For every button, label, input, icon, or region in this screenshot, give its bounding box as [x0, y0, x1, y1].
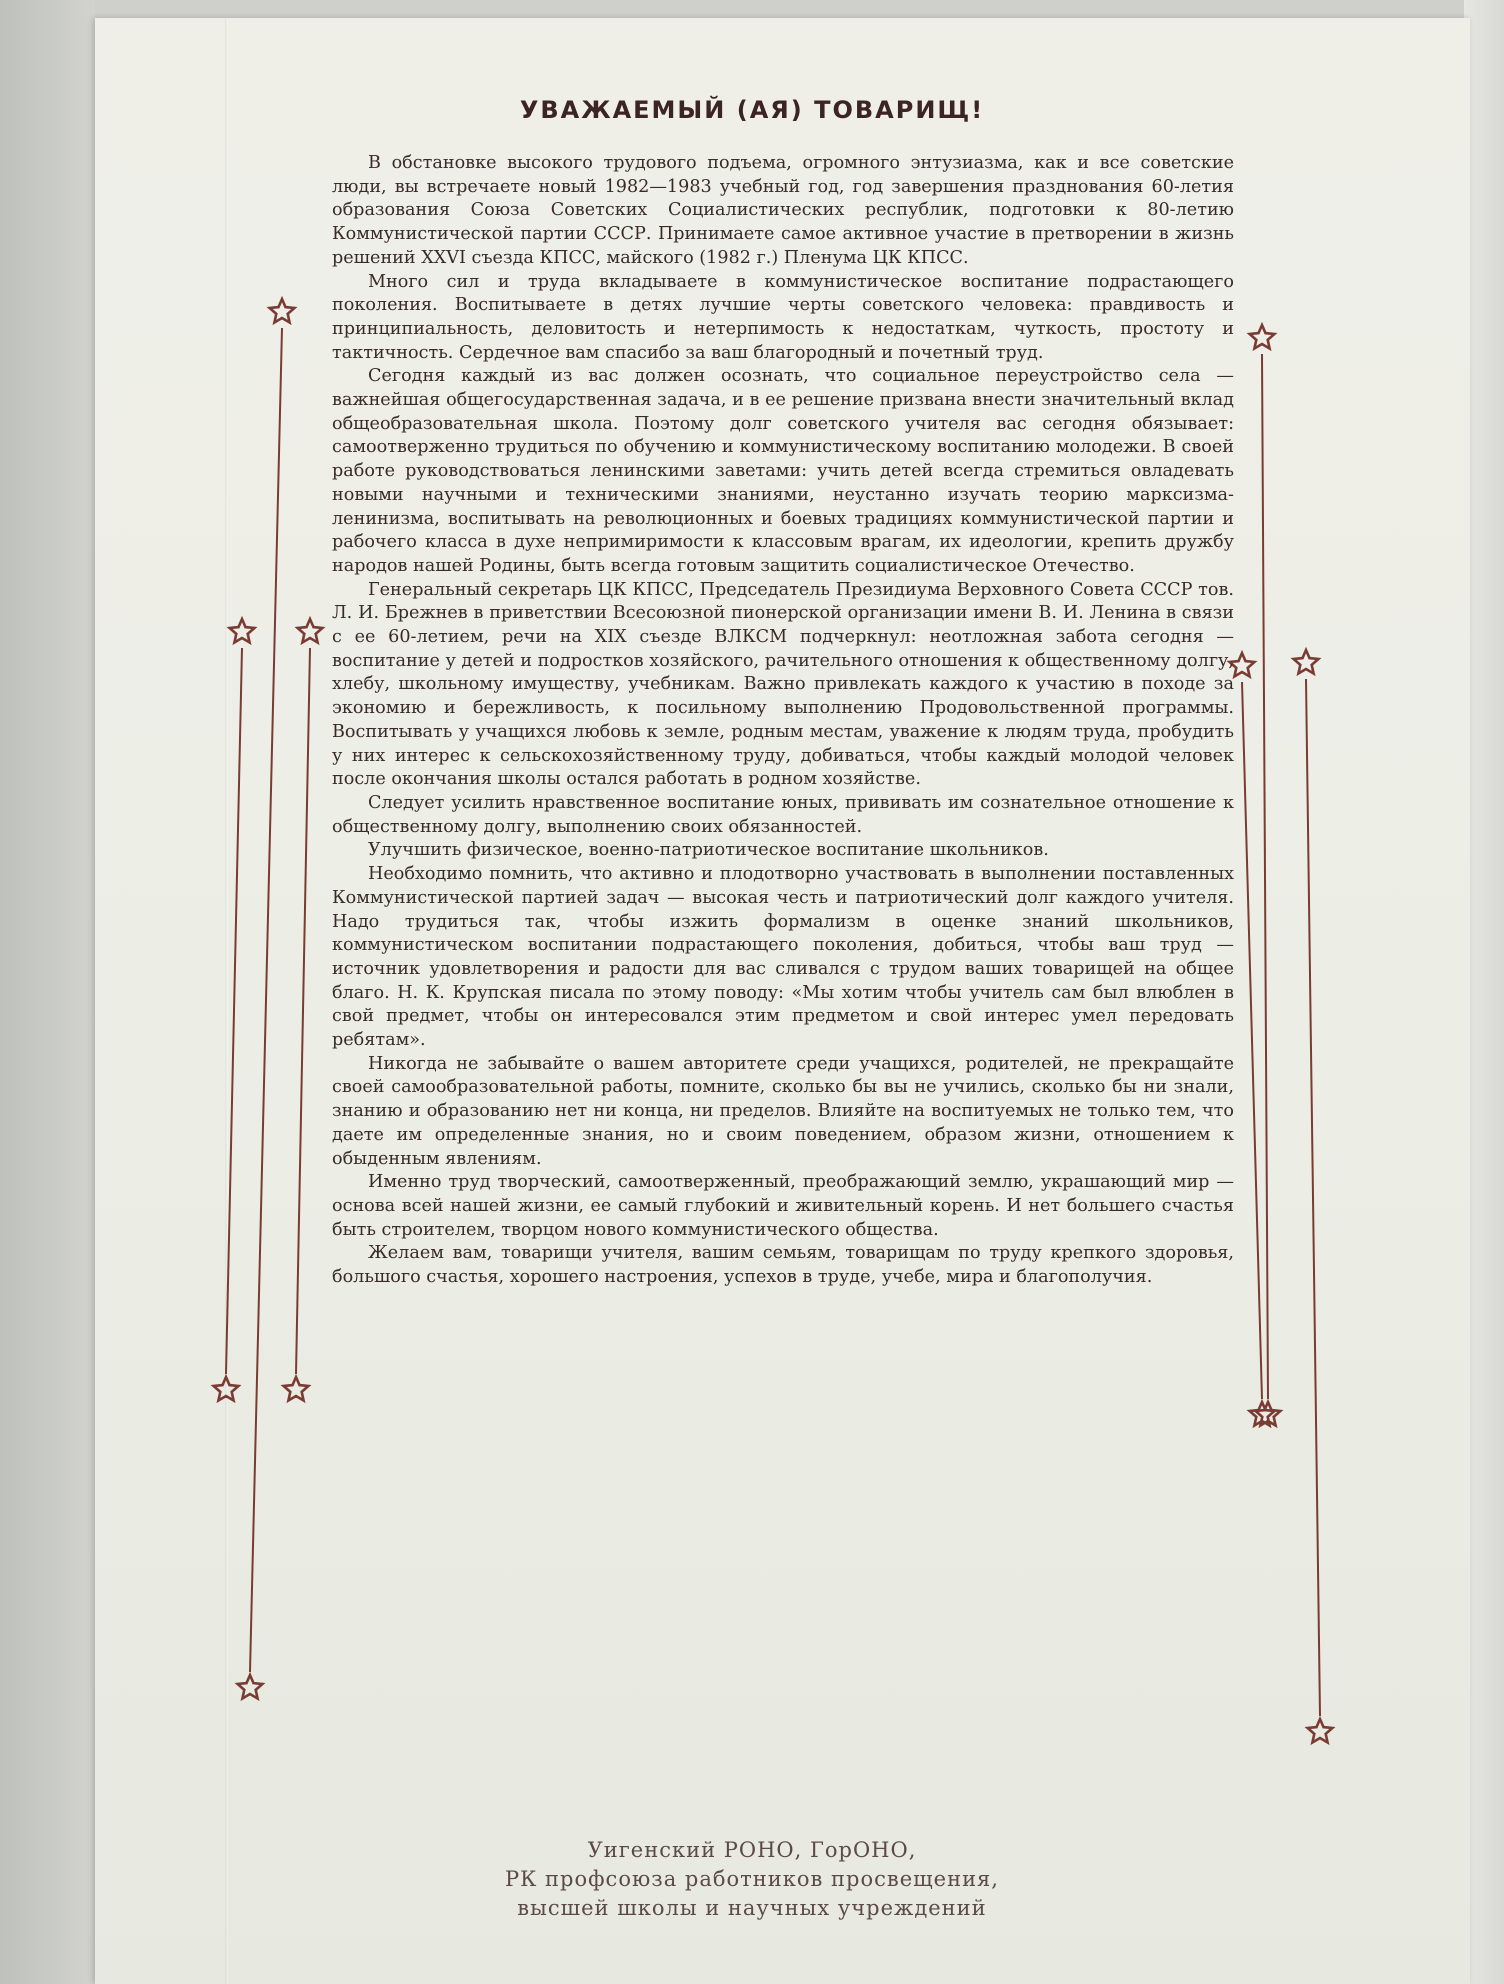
paragraph-10: Желаем вам, товарищи учителя, вашим семьям, товарищам по труду крепкого здоровья, большого счастья, хорошего настроения, успехов в труде, учебе, мира и благополучия.	[332, 1243, 1234, 1288]
star-outline-icon	[238, 1675, 263, 1699]
ornament-line	[250, 328, 282, 1672]
paragraph-4: Генеральный секретарь ЦК КПСС, Председатель Президиума Верховного Совета СССР тов. Л. И. Брежнев в приветствии Всесоюзной пионерской организации имени В. И. Ленина в связи с ее 60-летием, речи на XIX съезде ВЛКСМ подчеркнул: неотложная забота сегодня — воспитание у детей и подростков хозяйского, рачительного отношения к общественному долгу, хлебу, школьному имуществу, учебникам. Важно привлекать каждого к участию в походе за экономию и бережливость, к посильному выполнению Продовольственной программы. Воспитывать у учащихся любовь к земле, родным местам, уважение к людям труда, пробудить у них интерес к сельскохозяйственному труду, добиваться, чтобы каждый молодой человек после окончания школы остался работать в родном хозяйстве.	[332, 579, 1234, 790]
paragraph-8: Никогда не забывайте о вашем авторитете среди учащихся, родителей, не прекращайте своей самообразовательной работы, помните, сколько бы вы не учились, сколько бы ни знали, знанию и образованию нет ни конца, ни пределов. Влияйте на воспитуемых не только тем, что даете им определенные знания, но и своим поведением, образом жизни, отношением к обыденным явлениям.	[332, 1053, 1234, 1169]
signature-block	[0, 1836, 1504, 1923]
star-outline-icon	[230, 619, 255, 643]
paragraph-1: В обстановке высокого трудового подъема, огромного энтузиазма, как и все советские люди, вы встречаете новый 1982—1983 учебный год, год завершения празднования 60-летия образования Союза Советских Социалистических республик, подготовки к 80-летию Коммунистической партии СССР. Принимаете самое активное участие в претворении в жизнь решений XXVI съезда КПСС, майского (1982 г.) Пленума ЦК КПСС.	[332, 153, 1234, 268]
ornament-line	[1306, 679, 1320, 1716]
star-outline-icon	[1294, 650, 1319, 674]
letter-body	[332, 152, 1234, 1290]
ornament-line	[226, 648, 242, 1374]
paragraph-5: Следует усилить нравственное воспитание юных, прививать им сознательное отношение к общественному долгу, выполнению своих обязанностей.	[332, 792, 1234, 837]
signature-line-1: Уигенский РОНО, ГорОНО,	[587, 1838, 917, 1862]
letter-title: УВАЖАЕМЫЙ (АЯ) ТОВАРИЩ!	[519, 96, 985, 124]
star-outline-icon	[214, 1377, 239, 1401]
ornament-line	[1262, 354, 1268, 1399]
ornament-line	[296, 648, 310, 1374]
paragraph-9: Именно труд творческий, самоотверженный, преображающий землю, украшающий мир — основа всей нашей жизни, ее самый глубокий и живительный корень. И нет большего счастья быть строителем, творцом нового коммунистического общества.	[332, 1172, 1234, 1240]
star-outline-icon	[270, 299, 295, 323]
signature-line-3: высшей школы и научных учреждений	[517, 1896, 987, 1920]
star-outline-icon	[298, 619, 323, 643]
paragraph-3: Сегодня каждый из вас должен осознать, что социальное переустройство села — важнейшая общегосударственная задача, и в ее решение призвана внести значительный вклад общеобразовательная школа. Поэтому долг советского учителя вас сегодня обязывает: самоотверженно трудиться по обучению и коммунистическому воспитанию молодежи. В своей работе руководствоваться ленинскими заветами: учить детей всегда стремиться овладевать новыми научными и техническими знаниями, неустанно изучать теорию марксизма-ленинизма, воспитывать на революционных и боевых традициях коммунистической партии и рабочего класса в духе непримиримости к классовым врагам, их идеологии, крепить дружбу народов нашей Родины, быть всегда готовым защитить социалистическое Отечество.	[332, 366, 1234, 576]
paragraph-7: Необходимо помнить, что активно и плодотворно участвовать в выполнении поставленных Коммунистической партией задач — высокая честь и патриотический долг каждого учителя. Надо трудиться так, чтобы изжить формализм в оценке знаний школьников, коммунистическом воспитании подрастающего поколения, добиться, чтобы ваш труд — источник удовлетворения и радости для вас сливался с трудом ваших товарищей на общее благо. Н. К. Крупская писала по этому поводу: «Мы хотим чтобы учитель сам был влюблен в свой предмет, чтобы он интересовался этим предметом и свой интерес умел передовать ребятам».	[332, 864, 1234, 1051]
ornament-line	[1242, 682, 1262, 1399]
star-outline-icon	[1250, 325, 1275, 349]
signature-line-2: РК профсоюза работников просвещения,	[504, 1867, 999, 1891]
paragraph-2: Много сил и труда вкладываете в коммунистическое воспитание подрастающего поколения. Воспитываете в детях лучшие черты советского человека: правдивость и принципиальность, деловитость и нетерпимость к недостаткам, чуткость, простоту и тактичность. Сердечное вам спасибо за ваш благородный и почетный труд.	[332, 271, 1234, 363]
paragraph-6: Улучшить физическое, военно-патриотическое воспитание школьников.	[368, 840, 1049, 861]
star-outline-icon	[1308, 1719, 1333, 1743]
star-outline-icon	[284, 1377, 309, 1401]
